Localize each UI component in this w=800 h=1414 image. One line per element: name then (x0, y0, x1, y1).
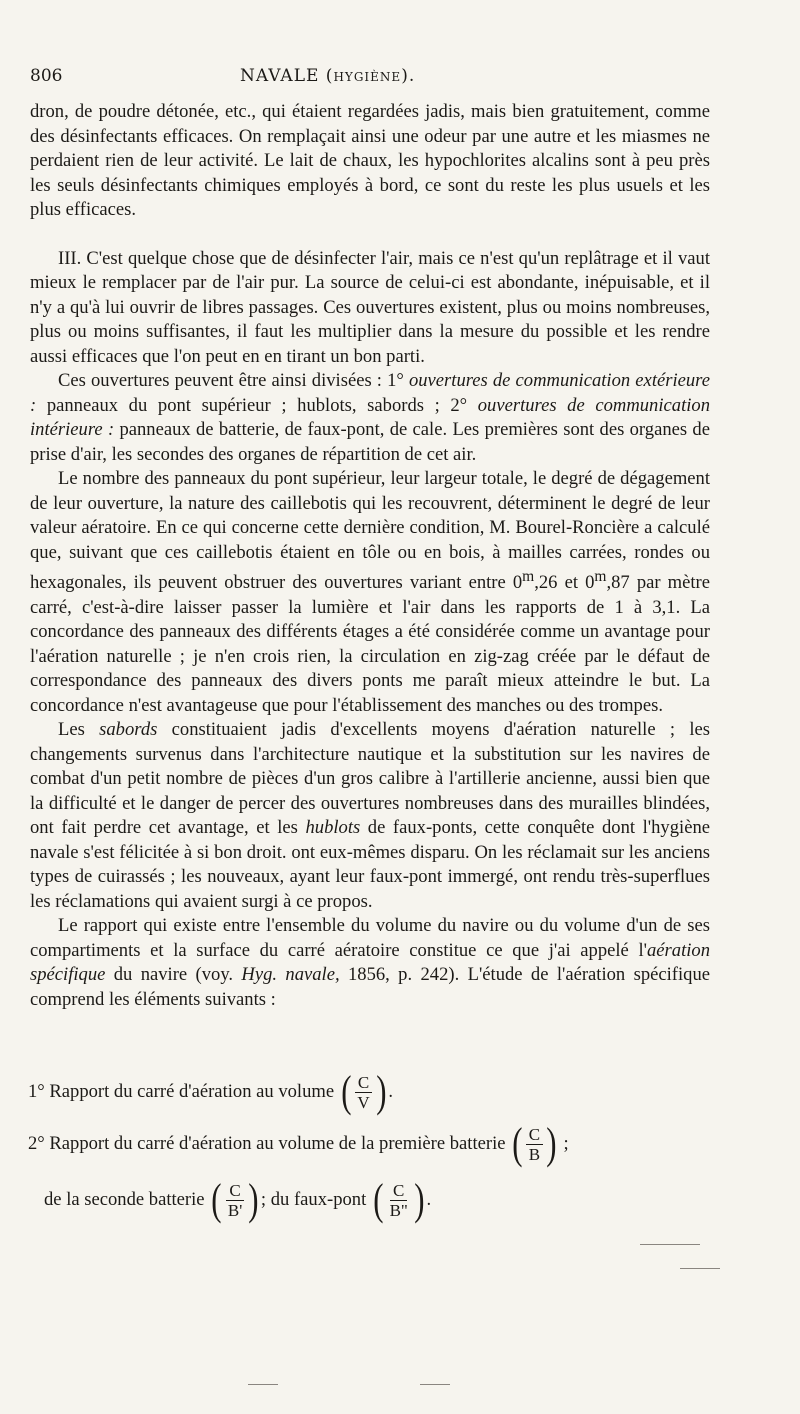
paragraph-3: Ces ouvertures peuvent être ainsi divisées : 1° ouvertures de communication extérieure : panneaux du pont supérieur ; hublots, sabords ; 2° ouvertures de communication intérieure : panneaux de batterie, de faux-pont, de cale. Les premières sont des organes de prise d'air, les secondes des organes de répartition de cet air. (30, 370, 710, 465)
paragraph-1: dron, de poudre détonée, etc., qui étaient regardées jadis, mais bien gratuitement, comme des désinfectants efficaces. On remplaçait ainsi une odeur par une autre et les miasmes ne perdaient rien de leur activité. Le lait de chaux, les hypochlorites alcalins sont à peu près les seuls désinfectants chimiques employés à bord, ce sont du reste les plus usuels et les plus efficaces. (30, 101, 710, 220)
scan-speck (640, 1244, 700, 1245)
fraction-c-over-v: $\frac{C}{V}$ (354, 1073, 372, 1112)
scan-speck (420, 1384, 450, 1385)
page-number: 806 (30, 66, 63, 86)
scan-speck (248, 1384, 278, 1385)
running-header (30, 66, 710, 100)
running-title-main: NAVALE (240, 66, 320, 86)
formula-line-3: de la seconde batterie ( $\frac{C}{B'}$ ) ; du faux-pont ( $\frac{C}{B"}$ ) . (44, 1175, 432, 1224)
running-title: NAVALE (HYGIÈNE). (240, 66, 416, 86)
running-title-sub: HYGIÈNE (333, 70, 402, 84)
paragraph-5: Les sabords constituaient jadis d'excellents moyens d'aération naturelle ; les changements survenus dans l'architecture nautique et la substitution sur les navires de combat d'un petit nombre de pièces d'un gros calibre à l'artillerie ancienne, aussi bien que la difficulté et le danger de percer des ouvertures nombreuses dans des murailles blindées, ont fait perdre cet avantage, et les hublots de faux-ponts, cette conquête dont l'hygiène navale s'est félicitée à si bon droit. ont eux-mêmes disparu. On les réclamait sur les anciens types de cuirassés ; les nouveaux, ayant leur faux-pont immergé, ont rendu très-superflues les réclamations qui avaient surgi à ce propos. (30, 719, 711, 912)
body-text (30, 100, 710, 1012)
formula-line-1: 1° Rapport du carré d'aération au volume ( $\frac{C}{V}$ ) . (28, 1067, 394, 1116)
formula-line-2: 2° Rapport du carré d'aération au volume de la première batterie ( $\frac{C}{B}$ ) ; (28, 1119, 569, 1168)
fraction-c-over-b-double-prime: $\frac{C}{B"}$ (389, 1180, 408, 1220)
paragraph-6: Le rapport qui existe entre l'ensemble du volume du navire ou du volume d'un de ses compartiments et la surface du carré aératoire constitue ce que j'ai appelé l'aération spécifique du navire (voy. Hyg. navale, 1856, p. 242). L'étude de l'aération spécifique comprend les éléments suivants : (30, 915, 710, 1010)
fraction-c-over-b: $\frac{C}{B}$ (526, 1125, 543, 1164)
scan-speck (680, 1268, 720, 1269)
page (30, 66, 710, 1012)
paragraph-4: Le nombre des panneaux du pont supérieur, leur largeur totale, le degré de dégagement de leur ouverture, la nature des caillebotis qui les recouvrent, déterminent le degré de leur valeur aératoire. En ce qui concerne cette dernière condition, M. Bourel-Roncière a calculé que, suivant que ces caillebotis étaient en tôle ou en bois, à mailles carrées, rondes ou hexagonales, ils peuvent obstruer des ouvertures variant entre 0$^m$,26 et 0$^m$,87 par mètre carré, c'est-à-dire laisser passer la lumière et l'air dans les rapports de 1 à 3,1. La concordance des panneaux des différents étages a été considérée comme un avantage pour l'aération naturelle ; je n'en crois rien, la circulation en zig-zag créée par le défaut de correspondance des panneaux des divers ponts me paraît mieux atteindre le but. La concordance n'est avantageuse que pour l'établissement des manches ou des trompes. (30, 468, 711, 716)
fraction-c-over-b-prime: $\frac{C}{B'}$ (227, 1180, 243, 1220)
paragraph-2: III. C'est quelque chose que de désinfecter l'air, mais ce n'est qu'un replâtrage et il vaut mieux le remplacer par de l'air pur. La source de celui-ci est abondante, inépuisable, et il n'y a qu'à lui ouvrir de libres passages. Ces ouvertures existent, plus ou moins nombreuses, plus ou moins suffisantes, il faut les multiplier dans la mesure du possible et les rendre aussi efficaces que l'on peut en en tirant un bon parti. (30, 247, 710, 367)
